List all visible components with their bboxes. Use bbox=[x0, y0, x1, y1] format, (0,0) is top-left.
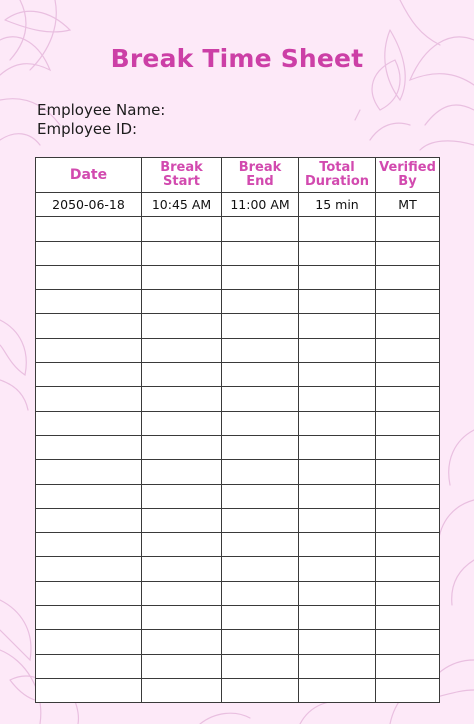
verified-by-cell[interactable] bbox=[376, 533, 440, 557]
verified-by-cell[interactable] bbox=[376, 460, 440, 484]
break-start-cell[interactable] bbox=[142, 606, 222, 630]
date-cell[interactable] bbox=[36, 241, 142, 265]
verified-by-cell[interactable] bbox=[376, 411, 440, 435]
verified-by-cell[interactable] bbox=[376, 217, 440, 241]
break-start-cell[interactable] bbox=[142, 435, 222, 459]
total-duration-cell[interactable] bbox=[299, 290, 376, 314]
column-header-break-end-line1: Break bbox=[238, 160, 282, 175]
column-header-break-end-line2: End bbox=[246, 174, 274, 189]
table-row bbox=[36, 314, 440, 338]
table-row bbox=[36, 557, 440, 581]
verified-by-cell[interactable] bbox=[376, 265, 440, 289]
break-end-cell[interactable] bbox=[222, 363, 299, 387]
page-title: Break Time Sheet bbox=[110, 44, 364, 73]
break-start-cell[interactable] bbox=[142, 533, 222, 557]
table-body bbox=[36, 193, 440, 703]
verified-by-cell[interactable] bbox=[376, 606, 440, 630]
table-row bbox=[36, 387, 440, 411]
date-cell[interactable] bbox=[36, 678, 142, 702]
total-duration-cell[interactable] bbox=[299, 217, 376, 241]
break-end-cell[interactable] bbox=[222, 314, 299, 338]
date-cell[interactable] bbox=[36, 387, 142, 411]
verified-by-cell[interactable] bbox=[376, 290, 440, 314]
break-end-cell[interactable] bbox=[222, 435, 299, 459]
total-duration-cell[interactable] bbox=[299, 654, 376, 678]
column-header-total-duration-line2: Duration bbox=[304, 174, 370, 189]
break-start-cell[interactable] bbox=[142, 411, 222, 435]
break-start-cell[interactable]: 10:45 AM bbox=[142, 193, 222, 217]
total-duration-cell[interactable] bbox=[299, 363, 376, 387]
break-end-cell[interactable] bbox=[222, 654, 299, 678]
date-cell[interactable] bbox=[36, 508, 142, 532]
break-start-cell[interactable] bbox=[142, 314, 222, 338]
table-row bbox=[36, 484, 440, 508]
break-start-cell[interactable] bbox=[142, 630, 222, 654]
break-start-cell[interactable] bbox=[142, 387, 222, 411]
column-header-verified-by-line1: Verified bbox=[379, 160, 436, 175]
total-duration-cell[interactable]: 15 min bbox=[299, 193, 376, 217]
date-cell[interactable] bbox=[36, 606, 142, 630]
break-start-cell[interactable] bbox=[142, 654, 222, 678]
total-duration-cell[interactable] bbox=[299, 338, 376, 362]
table-row bbox=[36, 533, 440, 557]
break-end-cell[interactable] bbox=[222, 581, 299, 605]
table-row bbox=[36, 193, 440, 217]
column-header-total-duration bbox=[299, 158, 376, 193]
table-row bbox=[36, 338, 440, 362]
total-duration-cell[interactable] bbox=[299, 460, 376, 484]
date-cell[interactable] bbox=[36, 435, 142, 459]
break-time-table bbox=[35, 157, 440, 703]
date-cell[interactable] bbox=[36, 338, 142, 362]
break-start-cell[interactable] bbox=[142, 557, 222, 581]
break-end-cell[interactable] bbox=[222, 411, 299, 435]
total-duration-cell[interactable] bbox=[299, 265, 376, 289]
table-row bbox=[36, 654, 440, 678]
total-duration-cell[interactable] bbox=[299, 557, 376, 581]
break-start-cell[interactable] bbox=[142, 363, 222, 387]
break-end-cell[interactable] bbox=[222, 678, 299, 702]
verified-by-cell[interactable] bbox=[376, 241, 440, 265]
verified-by-cell[interactable] bbox=[376, 435, 440, 459]
date-cell[interactable] bbox=[36, 533, 142, 557]
total-duration-cell[interactable] bbox=[299, 606, 376, 630]
column-header-break-start-line1: Break bbox=[160, 160, 203, 175]
total-duration-cell[interactable] bbox=[299, 314, 376, 338]
break-end-cell[interactable] bbox=[222, 217, 299, 241]
verified-by-cell[interactable] bbox=[376, 581, 440, 605]
total-duration-cell[interactable] bbox=[299, 387, 376, 411]
table-row bbox=[36, 606, 440, 630]
verified-by-cell[interactable] bbox=[376, 557, 440, 581]
table-header-row bbox=[36, 158, 440, 193]
verified-by-cell[interactable] bbox=[376, 484, 440, 508]
table-row bbox=[36, 678, 440, 702]
column-header-break-end bbox=[222, 158, 299, 193]
verified-by-cell[interactable] bbox=[376, 363, 440, 387]
total-duration-cell[interactable] bbox=[299, 581, 376, 605]
date-cell[interactable] bbox=[36, 630, 142, 654]
break-start-cell[interactable] bbox=[142, 265, 222, 289]
total-duration-cell[interactable] bbox=[299, 533, 376, 557]
table-row bbox=[36, 460, 440, 484]
break-end-cell[interactable] bbox=[222, 484, 299, 508]
employee-name-label: Employee Name: bbox=[37, 101, 166, 119]
table-row bbox=[36, 363, 440, 387]
break-start-cell[interactable] bbox=[142, 290, 222, 314]
break-end-cell[interactable] bbox=[222, 241, 299, 265]
column-header-total-duration-line1: Total bbox=[319, 160, 355, 175]
date-cell[interactable]: 2050-06-18 bbox=[36, 193, 142, 217]
verified-by-cell[interactable]: MT bbox=[376, 193, 440, 217]
total-duration-cell[interactable] bbox=[299, 678, 376, 702]
break-end-cell[interactable] bbox=[222, 606, 299, 630]
date-cell[interactable] bbox=[36, 581, 142, 605]
break-start-cell[interactable] bbox=[142, 581, 222, 605]
date-cell[interactable] bbox=[36, 314, 142, 338]
table-row bbox=[36, 435, 440, 459]
verified-by-cell[interactable] bbox=[376, 314, 440, 338]
column-header-verified-by-line2: By bbox=[398, 174, 417, 189]
date-cell[interactable] bbox=[36, 363, 142, 387]
column-header-break-start bbox=[142, 158, 222, 193]
date-cell[interactable] bbox=[36, 484, 142, 508]
total-duration-cell[interactable] bbox=[299, 411, 376, 435]
break-end-cell[interactable] bbox=[222, 290, 299, 314]
break-start-cell[interactable] bbox=[142, 338, 222, 362]
break-start-cell[interactable] bbox=[142, 484, 222, 508]
table-row bbox=[36, 290, 440, 314]
date-cell[interactable] bbox=[36, 654, 142, 678]
date-cell[interactable] bbox=[36, 411, 142, 435]
date-cell[interactable] bbox=[36, 217, 142, 241]
total-duration-cell[interactable] bbox=[299, 508, 376, 532]
break-end-cell[interactable] bbox=[222, 533, 299, 557]
table-row bbox=[36, 217, 440, 241]
table-row bbox=[36, 508, 440, 532]
total-duration-cell[interactable] bbox=[299, 435, 376, 459]
break-end-cell[interactable] bbox=[222, 508, 299, 532]
date-cell[interactable] bbox=[36, 557, 142, 581]
break-end-cell[interactable]: 11:00 AM bbox=[222, 193, 299, 217]
total-duration-cell[interactable] bbox=[299, 241, 376, 265]
total-duration-cell[interactable] bbox=[299, 630, 376, 654]
break-start-cell[interactable] bbox=[142, 678, 222, 702]
break-start-cell[interactable] bbox=[142, 217, 222, 241]
total-duration-cell[interactable] bbox=[299, 484, 376, 508]
break-end-cell[interactable] bbox=[222, 460, 299, 484]
column-header-break-start-line2: Start bbox=[163, 174, 200, 189]
break-end-cell[interactable] bbox=[222, 630, 299, 654]
table-row bbox=[36, 265, 440, 289]
employee-id-label: Employee ID: bbox=[37, 120, 138, 138]
table-row bbox=[36, 581, 440, 605]
verified-by-cell[interactable] bbox=[376, 654, 440, 678]
break-end-cell[interactable] bbox=[222, 557, 299, 581]
break-end-cell[interactable] bbox=[222, 387, 299, 411]
verified-by-cell[interactable] bbox=[376, 508, 440, 532]
break-start-cell[interactable] bbox=[142, 460, 222, 484]
break-end-cell[interactable] bbox=[222, 338, 299, 362]
verified-by-cell[interactable] bbox=[376, 387, 440, 411]
table-row bbox=[36, 411, 440, 435]
column-header-date: Date bbox=[36, 158, 142, 193]
column-header-verified-by bbox=[376, 158, 440, 193]
break-end-cell[interactable] bbox=[222, 265, 299, 289]
verified-by-cell[interactable] bbox=[376, 630, 440, 654]
date-cell[interactable] bbox=[36, 460, 142, 484]
verified-by-cell[interactable] bbox=[376, 678, 440, 702]
break-start-cell[interactable] bbox=[142, 508, 222, 532]
table-row bbox=[36, 241, 440, 265]
date-cell[interactable] bbox=[36, 290, 142, 314]
date-cell[interactable] bbox=[36, 265, 142, 289]
table-row bbox=[36, 630, 440, 654]
break-start-cell[interactable] bbox=[142, 241, 222, 265]
verified-by-cell[interactable] bbox=[376, 338, 440, 362]
